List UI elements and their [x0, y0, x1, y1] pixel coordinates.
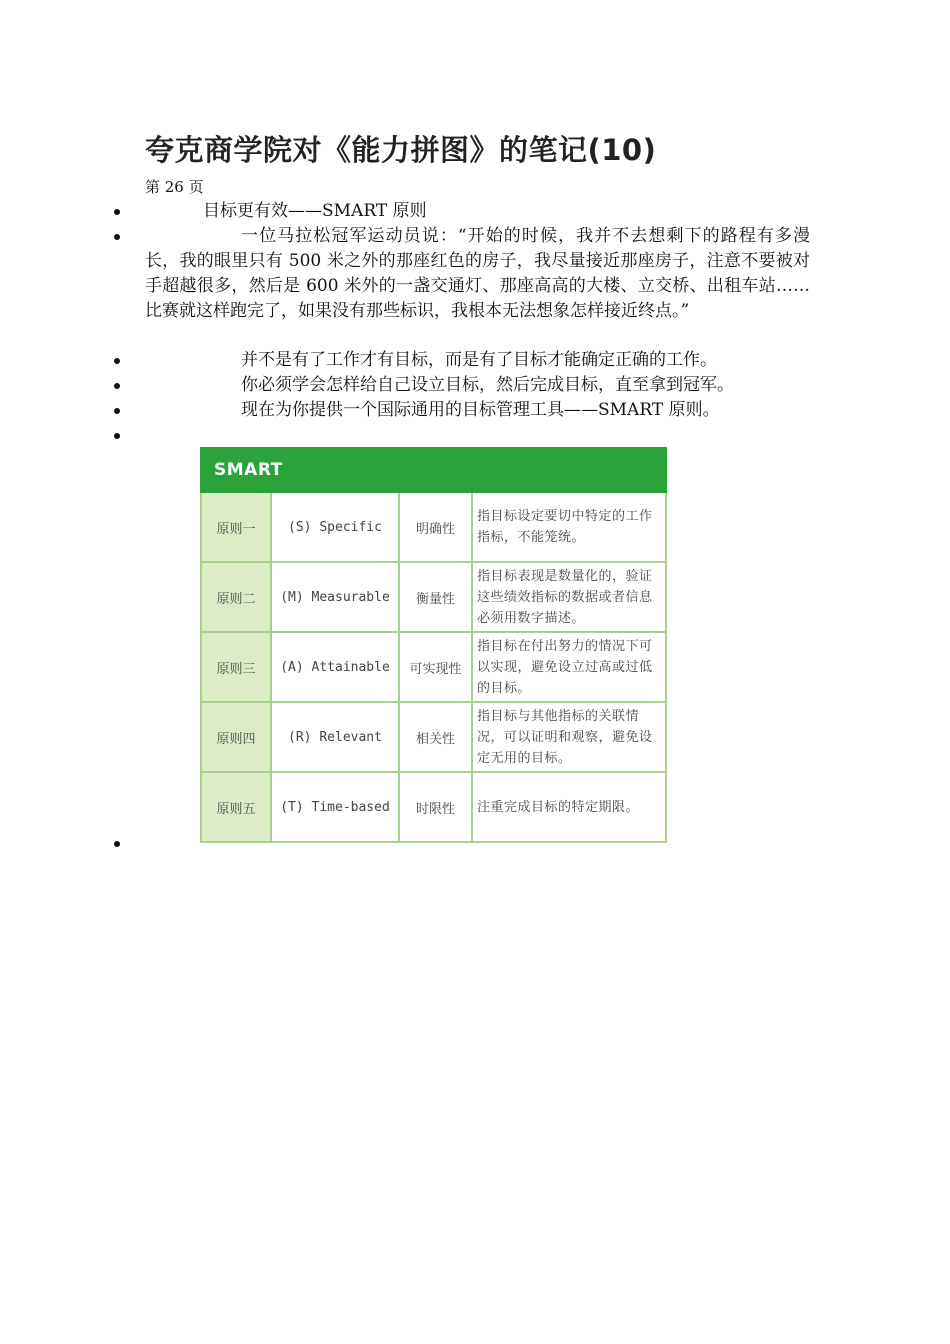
description-cell: 指目标设定要切中特定的工作指标，不能笼统。 — [472, 492, 666, 562]
term-cell: (R) Relevant — [271, 702, 399, 772]
table-header: SMART — [201, 448, 666, 492]
smart-table — [200, 447, 667, 843]
bullet-dot — [114, 841, 120, 847]
meaning-cell: 明确性 — [399, 492, 472, 562]
table-row — [201, 702, 666, 772]
list-item-text: 目标更有效——SMART 原则 — [203, 201, 427, 221]
description-cell: 注重完成目标的特定期限。 — [472, 772, 666, 842]
principle-cell: 原则二 — [201, 562, 271, 632]
page-number: 第 26 页 — [145, 178, 204, 196]
bullet-dot — [114, 209, 120, 215]
table-header-row — [201, 448, 666, 492]
meaning-cell: 相关性 — [399, 702, 472, 772]
list-item-text: 一位马拉松冠军运动员说：“开始的时候，我并不去想剩下的路程有多漫长，我的眼里只有 500 米之外的那座红色的房子，我尽量接近那座房子，注意不要被对手超越很多，然后是 600 米外的一盏交通灯、那座高高的大楼、立交桥、出租车站……比赛就这样跑完了，如果没有那些标识，我根本无法想象怎样接近终点。” — [145, 226, 810, 321]
description-cell: 指目标表现是数量化的，验证这些绩效指标的数据或者信息必须用数字描述。 — [472, 562, 666, 632]
principle-cell: 原则五 — [201, 772, 271, 842]
table-row — [201, 562, 666, 632]
principle-cell: 原则一 — [201, 492, 271, 562]
term-cell: (T) Time-based — [271, 772, 399, 842]
meaning-cell: 可实现性 — [399, 632, 472, 702]
principle-cell: 原则三 — [201, 632, 271, 702]
term-cell: (S) Specific — [271, 492, 399, 562]
list-item-text: 现在为你提供一个国际通用的目标管理工具——SMART 原则。 — [241, 400, 720, 420]
bullet-dot — [114, 358, 120, 364]
list-item-text: 并不是有了工作才有目标，而是有了目标才能确定正确的工作。 — [241, 350, 717, 370]
description-cell: 指目标与其他指标的关联情况，可以证明和观察，避免设定无用的目标。 — [472, 702, 666, 772]
list-item-text: 你必须学会怎样给自己设立目标，然后完成目标，直至拿到冠军。 — [241, 375, 734, 395]
bullet-dot — [114, 234, 120, 240]
description-cell: 指目标在付出努力的情况下可以实现，避免设立过高或过低的目标。 — [472, 632, 666, 702]
term-cell: (A) Attainable — [271, 632, 399, 702]
table-row — [201, 772, 666, 842]
table-row — [201, 492, 666, 562]
bullet-dot — [114, 408, 120, 414]
bullet-dot — [114, 383, 120, 389]
term-cell: (M) Measurable — [271, 562, 399, 632]
table-row — [201, 632, 666, 702]
meaning-cell: 时限性 — [399, 772, 472, 842]
principle-cell: 原则四 — [201, 702, 271, 772]
meaning-cell: 衡量性 — [399, 562, 472, 632]
document-title: 夸克商学院对《能力拼图》的笔记(10) — [145, 133, 657, 167]
bullet-dot — [114, 433, 120, 439]
